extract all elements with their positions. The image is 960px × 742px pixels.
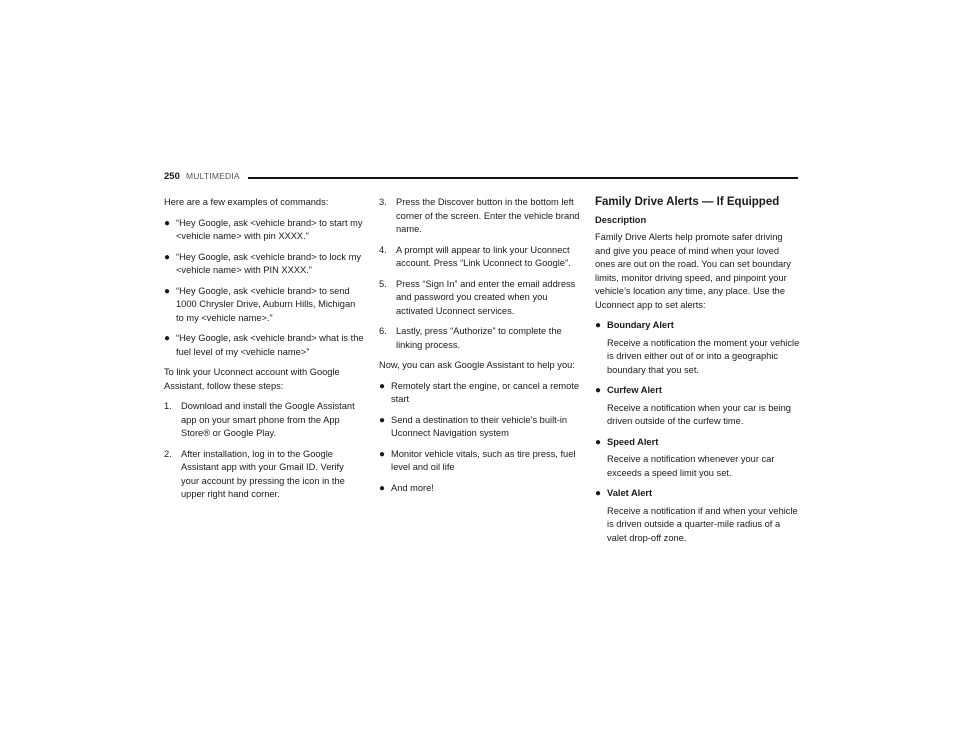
bullet-icon: ● [379, 380, 386, 392]
alert-description: Receive a notification whenever your car exceeds a speed limit you set. [607, 454, 775, 478]
alert-description: Receive a notification when your car is being driven outside of the curfew time. [607, 402, 791, 426]
step-item: 4. A prompt will appear to link your Uconnect account. Press “Link Uconnect to Google”. [379, 244, 571, 268]
bullet-icon: ● [164, 251, 171, 263]
subsection-title: Description [595, 214, 647, 225]
description-text: Family Drive Alerts help promote safer driving and give you peace of mind when your loved ones are out on the road. You can set boundary limits, monitor driving speed, and pinpoint your vehicle’s location any time, any place. Use the Uconnect app to set alerts: [595, 232, 791, 310]
column-2 [379, 196, 584, 502]
help-intro: Now, you can ask Google Assistant to help you: [379, 360, 575, 370]
bullet-icon: ● [595, 320, 602, 331]
list-item: ● “Hey Google, ask <vehicle brand> to start my <vehicle name> with pin XXXX.” [164, 217, 363, 241]
bullet-icon: ● [595, 488, 602, 499]
list-item: ● Monitor vehicle vitals, such as tire press, fuel level and oil life [379, 448, 576, 472]
bullet-icon: ● [379, 448, 386, 460]
step-item: 5. Press “Sign In” and enter the email address and password you created when you activated Uconnect services. [379, 278, 576, 316]
alert-item: ● Curfew Alert [595, 385, 662, 396]
page-number: 250 [164, 171, 180, 182]
list-item: ● “Hey Google, ask <vehicle brand> to lock my <vehicle name> with PIN XXXX.” [164, 251, 361, 275]
list-item: ● Remotely start the engine, or cancel a remote start [379, 380, 580, 404]
bullet-icon: ● [164, 333, 171, 344]
bullet-icon: ● [379, 414, 386, 426]
bullet-icon: ● [164, 285, 171, 297]
list-item: ● And more! [379, 482, 434, 494]
step-item: 6. Lastly, press “Authorize” to complete the linking process. [379, 326, 562, 350]
list-item: ● Send a destination to their vehicle’s built-in Uconnect Navigation system [379, 414, 568, 438]
page-header [164, 171, 798, 185]
link-intro: To link your Uconnect account with Google Assistant, follow these steps: [164, 367, 340, 391]
alert-description: Receive a notification the moment your vehicle is driven either out of or into a geographic boundary that you set. [607, 337, 800, 375]
bullet-icon: ● [595, 385, 602, 396]
step-item: 1. Download and install the Google Assistant app on your smart phone from the App Store® or Google Play. [164, 401, 355, 438]
alert-item: ● Speed Alert [595, 436, 659, 448]
header-rule [248, 177, 798, 179]
section-name: MULTIMEDIA [186, 171, 240, 181]
bullet-icon: ● [164, 217, 171, 229]
bullet-icon: ● [379, 482, 386, 494]
column-3 [595, 196, 800, 552]
step-item: 3. Press the Discover button in the bottom left corner of the screen. Enter the vehicle brand name. [379, 197, 580, 234]
list-item: ● “Hey Google, ask <vehicle brand> to send 1000 Chrysler Drive, Auburn Hills, Michigan to my <vehicle name>.” [164, 285, 356, 323]
commands-intro: Here are a few examples of commands: [164, 197, 329, 207]
column-1 [164, 196, 364, 509]
list-item: ● “Hey Google, ask <vehicle brand> what is the fuel level of my <vehicle name>” [164, 333, 364, 357]
section-title: Family Drive Alerts — If Equipped [595, 196, 780, 208]
alert-item: ● Boundary Alert [595, 320, 674, 331]
step-item: 2. After installation, log in to the Google Assistant app with your Gmail ID. Verify your account by pressing the icon in the upper right hand corner. [164, 448, 345, 499]
alert-description: Receive a notification if and when your vehicle is driven outside a quarter-mile radius of a valet drop-off zone. [607, 505, 798, 543]
bullet-icon: ● [595, 436, 602, 448]
alert-item: ● Valet Alert [595, 488, 653, 499]
